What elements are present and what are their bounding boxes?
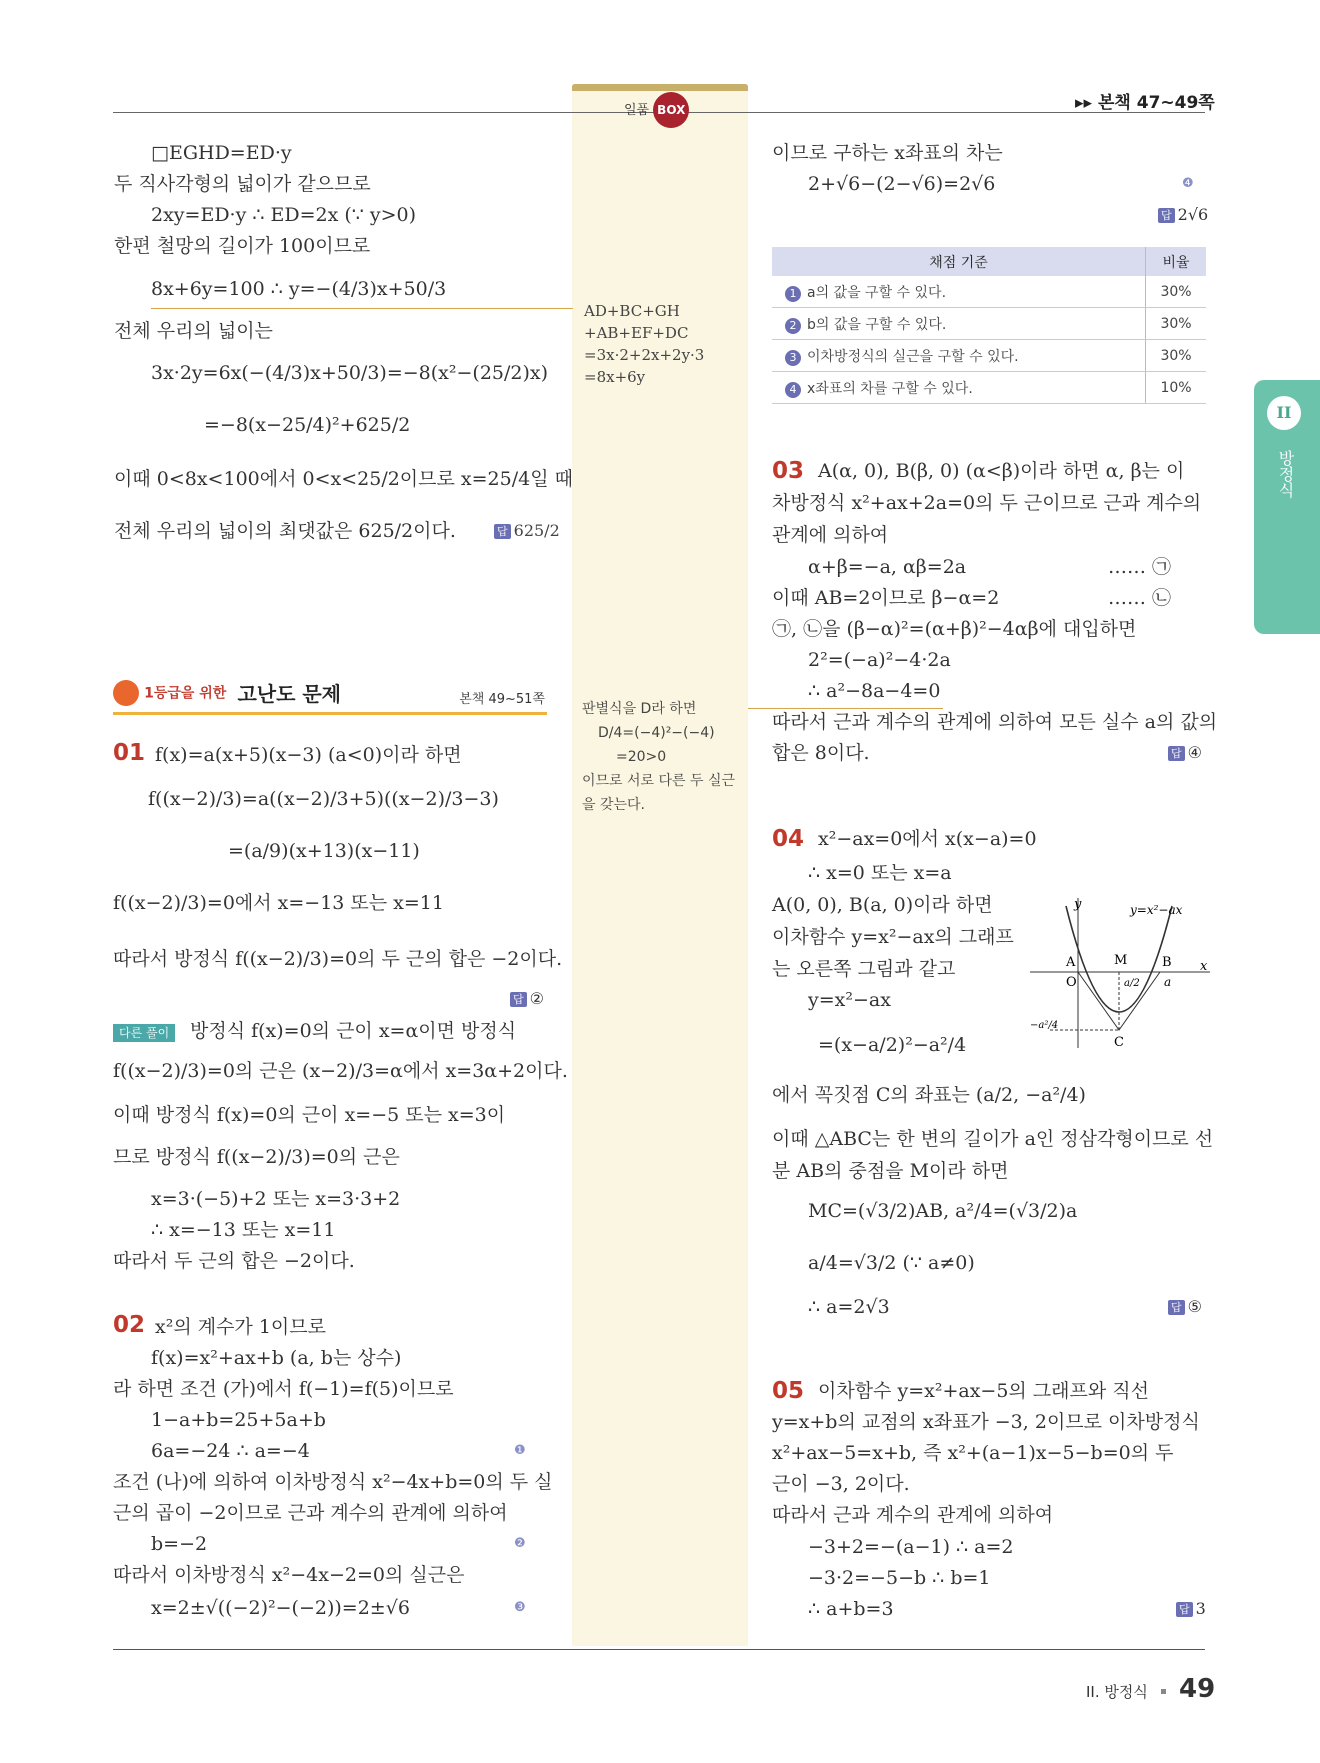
q01-line: f((x−2)/3)=a((x−2)/3+5)((x−2)/3−3) (148, 788, 499, 810)
q01-alt-line: 따라서 두 근의 합은 −2이다. (113, 1250, 355, 1272)
row-number: 3 (785, 350, 801, 366)
left-top-line: □EGHD=ED·y (151, 142, 292, 164)
q03-line: ∴ a²−8a−4=0 (808, 680, 941, 702)
graph-label: y (1074, 898, 1082, 912)
answer-icon: 답 (1158, 208, 1175, 223)
q01-alt-line: 방정식 f(x)=0의 근이 x=α이면 방정식 (190, 1020, 517, 1042)
book-ref: ▸▸ 본책 47~49쪽 (1075, 93, 1215, 113)
q01-alt-line: x=3·(−5)+2 또는 x=3·3+2 (151, 1188, 401, 1210)
q05-answer (1176, 1594, 1206, 1624)
row-number: 2 (785, 318, 801, 334)
q04-line: 분 AB의 중점을 M이라 하면 (772, 1160, 1009, 1182)
row-number: 1 (785, 286, 801, 302)
graph-label: C (1114, 1035, 1124, 1050)
graph-label: O (1066, 975, 1077, 990)
q02-line: 라 하면 조건 (가)에서 f(−1)=f(5)이므로 (113, 1378, 454, 1400)
section-title: 고난도 문제 (237, 682, 342, 706)
section-badge: 1등급을 위한 (144, 685, 227, 702)
q02-cont-line: 이므로 구하는 x좌표의 차는 (772, 142, 1003, 164)
graph-label: a (1164, 975, 1172, 989)
grading-row (772, 340, 1206, 372)
parabola-graph (1030, 898, 1210, 1058)
row-ratio: 30% (1146, 308, 1207, 340)
q04-line: y=x²−ax (808, 989, 891, 1011)
note-line: 판별식을 D라 하면 (582, 701, 697, 717)
q05-line: −3+2=−(a−1) ∴ a=2 (808, 1536, 1014, 1558)
row-text: b의 값을 구할 수 있다. (807, 316, 947, 333)
answer-value: ④ (1187, 743, 1202, 762)
footer (1086, 1674, 1215, 1704)
answer-value: 2√6 (1177, 205, 1209, 224)
q02-line: 따라서 이차방정식 x²−4x−2=0의 실근은 (113, 1564, 465, 1586)
row-ratio: 30% (1146, 276, 1207, 308)
left-top-line: =−8(x−25/4)²+625/2 (204, 414, 411, 436)
connector-line (151, 308, 573, 309)
answer-icon: 답 (1168, 1300, 1185, 1315)
answer-icon: 답 (510, 992, 527, 1007)
q03-line: 합은 8이다. (772, 742, 870, 764)
q01-alt-line: f((x−2)/3)=0의 근은 (x−2)/3=α에서 x=3α+2이다. (113, 1060, 568, 1082)
grading-header-row (772, 247, 1206, 276)
page-number: 49 (1179, 1674, 1216, 1704)
graph-label: B (1162, 955, 1172, 970)
q02-line: 6a=−24 ∴ a=−4 (151, 1440, 310, 1462)
left-top-answer (494, 516, 560, 546)
q03-line: 따라서 근과 계수의 관계에 의하여 모든 실수 a의 값의 (772, 711, 1218, 733)
graph-label: −a²/4 (1030, 1020, 1059, 1031)
badge-prefix: 일품 (624, 103, 650, 118)
q03-line: α+β=−a, αβ=2a (808, 556, 967, 578)
question-number: 02 (113, 1312, 146, 1338)
q01-line: 따라서 방정식 f((x−2)/3)=0의 두 근의 합은 −2이다. (113, 948, 563, 970)
q01-line: f(x)=a(x+5)(x−3) (a<0)이라 하면 (155, 744, 462, 766)
q04-answer (1168, 1292, 1202, 1322)
row-text: 이차방정식의 실근을 구할 수 있다. (807, 348, 1019, 365)
q05-line: 이차함수 y=x²+ax−5의 그래프와 직선 (818, 1380, 1149, 1402)
q04-line: ∴ x=0 또는 x=a (808, 862, 952, 884)
row-number: 4 (785, 382, 801, 398)
step-marker: ❹ (1182, 176, 1194, 191)
note-line: =8x+6y (584, 368, 646, 386)
q02-line: b=−2 (151, 1533, 208, 1555)
section-ref: 본책 49~51쪽 (459, 692, 545, 707)
q02-line: x=2±√((−2)²−(−2))=2±√6 (151, 1597, 410, 1619)
q01-answer (510, 984, 544, 1014)
q05-line: y=x+b의 교점의 x좌표가 −3, 2이므로 이차방정식 (772, 1411, 1200, 1433)
q04-line: 에서 꼭짓점 C의 좌표는 (a/2, −a²/4) (772, 1084, 1086, 1106)
q02-line: x²의 계수가 1이므로 (155, 1316, 326, 1338)
q01-line: f((x−2)/3)=0에서 x=−13 또는 x=11 (113, 892, 444, 914)
footer-chapter: II. 방정식 (1086, 1683, 1148, 1701)
q04-line: ∴ a=2√3 (808, 1296, 890, 1318)
question-number: 01 (113, 740, 146, 766)
grading-row (772, 372, 1206, 404)
q04-line: x²−ax=0에서 x(x−a)=0 (818, 828, 1037, 850)
q05-line: x²+ax−5=x+b, 즉 x²+(a−1)x−5−b=0의 두 (772, 1442, 1174, 1464)
q04-line: 는 오른쪽 그림과 같고 (772, 958, 956, 980)
step-marker: ❶ (514, 1443, 526, 1458)
graph-label: a/2 (1124, 978, 1140, 989)
row-text: x좌표의 차를 구할 수 있다. (807, 380, 973, 397)
q02-answer (1158, 200, 1208, 230)
q02-line: 근의 곱이 −2이므로 근과 계수의 관계에 의하여 (113, 1502, 508, 1524)
question-number: 03 (772, 458, 805, 484)
q05-line: −3·2=−5−b ∴ b=1 (808, 1567, 991, 1589)
answer-icon: 답 (494, 524, 511, 539)
alt-label: 다른 풀이 (113, 1024, 175, 1042)
left-top-line: 두 직사각형의 넓이가 같으므로 (114, 173, 371, 195)
left-top-line: 전체 우리의 넓이는 (114, 320, 273, 342)
grading-row (772, 276, 1206, 308)
q05-line: 따라서 근과 계수의 관계에 의하여 (772, 1504, 1054, 1526)
header-badge (624, 92, 689, 128)
question-number: 04 (772, 826, 805, 852)
answer-value: 625/2 (513, 521, 560, 540)
footer-rule (113, 1649, 1205, 1650)
graph-label: x (1200, 959, 1208, 974)
q04-line: 이때 △ABC는 한 변의 길이가 a인 정삼각형이므로 선 (772, 1128, 1214, 1150)
note-line: 이므로 서로 다른 두 실근 (582, 773, 736, 789)
note-line: 을 갖는다. (582, 797, 645, 813)
q05-line: 근이 −3, 2이다. (772, 1473, 910, 1495)
q02-line: 1−a+b=25+5a+b (151, 1409, 326, 1431)
equation-tag: …… ㉠ (1108, 556, 1172, 578)
q03-line: 관계에 의하여 (772, 524, 889, 546)
note-line: AD+BC+GH (584, 302, 680, 320)
q02-line: f(x)=x²+ax+b (a, b는 상수) (151, 1347, 402, 1369)
graph-label: M (1114, 953, 1128, 968)
badge-box: BOX (653, 92, 689, 128)
section-header (113, 678, 547, 715)
alt-solution-label (113, 1016, 175, 1048)
grading-header: 채점 기준 (772, 247, 1146, 276)
left-top-line: 2xy=ED·y ∴ ED=2x (∵ y>0) (151, 204, 417, 226)
grading-table (772, 247, 1206, 404)
note-line: D/4=(−4)²−(−4) (598, 725, 715, 741)
row-ratio: 30% (1146, 340, 1207, 372)
center-note-1 (584, 300, 704, 388)
q05-line: ∴ a+b=3 (808, 1598, 894, 1620)
answer-icon: 답 (1168, 746, 1185, 761)
q04-line: 이차함수 y=x²−ax의 그래프 (772, 926, 1014, 948)
row-text: a의 값을 구할 수 있다. (807, 284, 947, 301)
graph-label: A (1066, 955, 1076, 970)
question-number: 05 (772, 1378, 805, 1404)
chapter-roman: II (1267, 396, 1301, 430)
note-line: =20>0 (616, 749, 667, 765)
bulb-icon (113, 680, 139, 706)
q04-line: A(0, 0), B(a, 0)이라 하면 (772, 894, 993, 916)
left-top-line: 전체 우리의 넓이의 최댓값은 625/2이다. (114, 520, 456, 542)
q04-line: MC=(√3/2)AB, a²/4=(√3/2)a (808, 1200, 1078, 1222)
left-top-line: 이때 0<8x<100에서 0<x<25/2이므로 x=25/4일 때 (114, 468, 573, 490)
q04-line: a/4=√3/2 (∵ a≠0) (808, 1252, 975, 1274)
q02-cont-line: 2+√6−(2−√6)=2√6 (808, 173, 996, 195)
grading-row (772, 308, 1206, 340)
chapter-label: 방정식 (1276, 450, 1295, 498)
answer-value: ② (529, 989, 544, 1008)
center-note-2 (582, 697, 735, 817)
q03-answer (1168, 738, 1202, 768)
note-line: +AB+EF+DC (584, 324, 689, 342)
q03-line: 2²=(−a)²−4·2a (808, 649, 951, 671)
equation-tag: …… ㉡ (1108, 587, 1172, 609)
left-top-line: 한편 철망의 길이가 100이므로 (114, 235, 371, 257)
left-top-line: 8x+6y=100 ∴ y=−(4/3)x+50/3 (151, 278, 447, 300)
curve-label: y=x²−ax (1130, 903, 1183, 917)
q03-line: 차방정식 x²+ax+2a=0의 두 근이므로 근과 계수의 (772, 492, 1202, 514)
q04-line: =(x−a/2)²−a²/4 (818, 1034, 967, 1056)
left-top-line: 3x·2y=6x(−(4/3)x+50/3)=−8(x²−(25/2)x) (151, 362, 549, 384)
q03-line: 이때 AB=2이므로 β−α=2 (772, 587, 1000, 609)
q01-alt-line: 이때 방정식 f(x)=0의 근이 x=−5 또는 x=3이 (113, 1104, 506, 1126)
q01-alt-line: ∴ x=−13 또는 x=11 (151, 1219, 336, 1241)
step-marker: ❷ (514, 1536, 526, 1551)
q03-line: ㉠, ㉡을 (β−α)²=(α+β)²−4αβ에 대입하면 (772, 618, 1137, 640)
row-ratio: 10% (1146, 372, 1207, 404)
note-line: =3x·2+2x+2y·3 (584, 346, 705, 364)
step-marker: ❸ (514, 1600, 526, 1615)
q01-line: =(a/9)(x+13)(x−11) (228, 840, 420, 862)
footer-dot (1161, 1689, 1166, 1694)
center-column-top-bar (572, 84, 748, 91)
grading-header: 비율 (1146, 247, 1207, 276)
answer-value: 3 (1195, 1599, 1206, 1618)
q03-line: A(α, 0), B(β, 0) (α<β)이라 하면 α, β는 이 (818, 460, 1185, 482)
q01-alt-line: 므로 방정식 f((x−2)/3)=0의 근은 (113, 1146, 400, 1168)
answer-value: ⑤ (1187, 1297, 1202, 1316)
q02-line: 조건 (나)에 의하여 이차방정식 x²−4x+b=0의 두 실 (113, 1471, 553, 1493)
answer-icon: 답 (1176, 1602, 1193, 1617)
chapter-side-tab[interactable] (1254, 380, 1320, 634)
